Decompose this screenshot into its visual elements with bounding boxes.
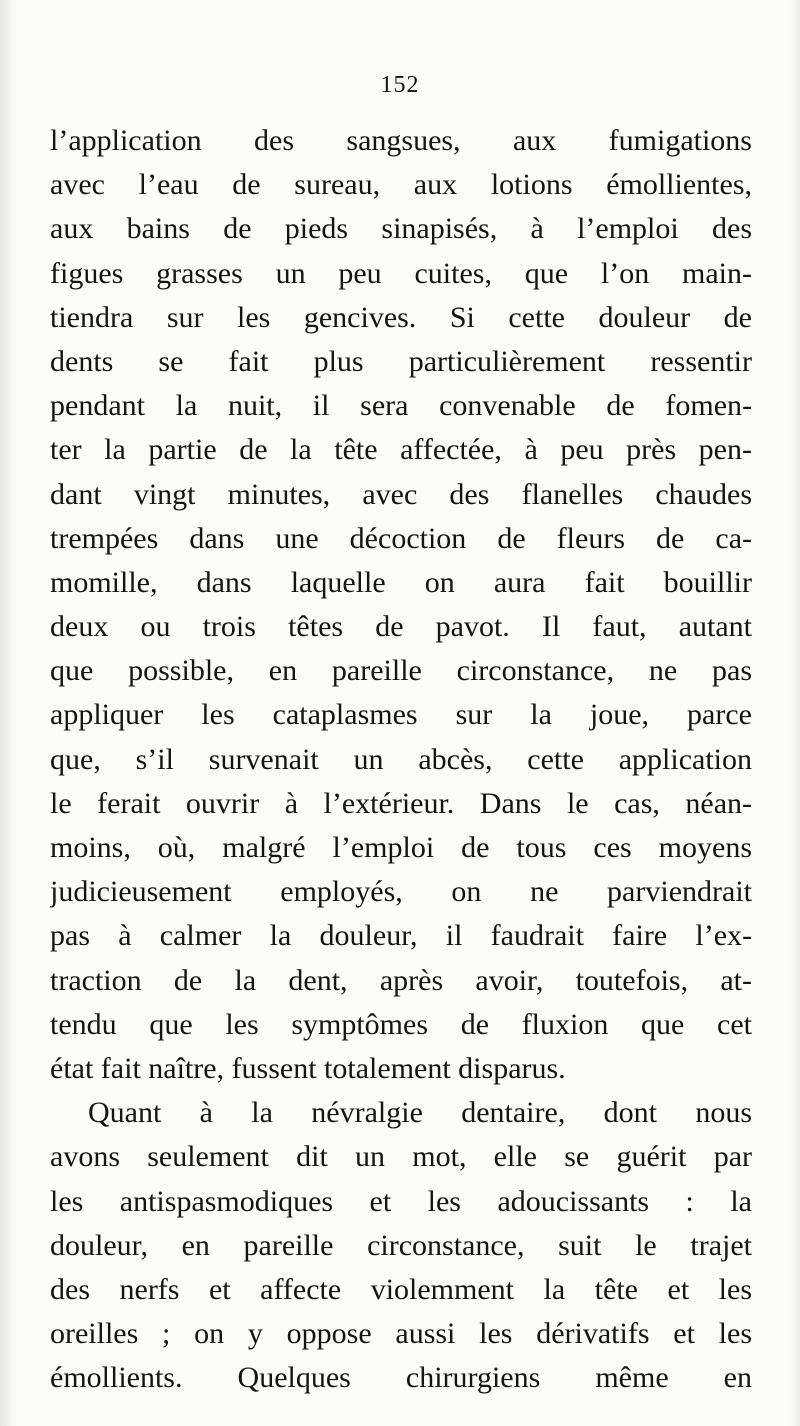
- text-line: deux ou trois têtes de pavot. Il faut, autant: [50, 610, 752, 644]
- text-line: judicieusement employés, on ne parviendrait: [50, 875, 752, 909]
- text-line: trempées dans une décoction de fleurs de ca-: [50, 521, 752, 555]
- text-line: dant vingt minutes, avec des flanelles chaudes: [50, 477, 752, 511]
- text-line: pendant la nuit, il sera convenable de fomen-: [50, 389, 752, 423]
- page-edge-left: [0, 0, 14, 1426]
- body-text: [50, 119, 752, 1400]
- text-line: émollients. Quelques chirurgiens même en: [50, 1361, 752, 1395]
- text-line: l’application des sangsues, aux fumigations: [50, 124, 752, 157]
- page-number: 152: [380, 72, 420, 98]
- paragraph-end-line: état fait naître, fussent totalement disparus.: [50, 1051, 566, 1085]
- text-line: ter la partie de la tête affectée, à peu près pen-: [50, 433, 752, 467]
- text-line: douleur, en pareille circonstance, suit le trajet: [50, 1228, 752, 1262]
- text-line: appliquer les cataplasmes sur la joue, parce: [50, 698, 752, 732]
- text-line: tiendra sur les gencives. Si cette douleur de: [50, 300, 752, 334]
- text-line: dents se fait plus particulièrement ressentir: [50, 344, 752, 378]
- text-line: traction de la dent, après avoir, toutefois, at-: [50, 963, 752, 997]
- text-line: que, s’il survenait un abcès, cette application: [50, 742, 752, 776]
- text-line: moins, où, malgré l’emploi de tous ces moyens: [50, 831, 752, 864]
- text-line: momille, dans laquelle on aura fait bouillir: [50, 565, 752, 599]
- text-line: des nerfs et affecte violemment la tête et les: [50, 1272, 752, 1306]
- page-edge-right: [790, 0, 800, 1426]
- text-line: que possible, en pareille circonstance, ne pas: [50, 654, 752, 688]
- text-line: tendu que les symptômes de fluxion que cet: [50, 1007, 752, 1041]
- text-line: avec l’eau de sureau, aux lotions émollientes,: [50, 168, 752, 202]
- text-line: aux bains de pieds sinapisés, à l’emploi des: [50, 212, 752, 246]
- text-line: figues grasses un peu cuites, que l’on main-: [50, 256, 752, 290]
- text-line: les antispasmodiques et les adoucissants : la: [50, 1184, 752, 1218]
- text-line: pas à calmer la douleur, il faudrait faire l’ex-: [50, 919, 752, 953]
- text-line: le ferait ouvrir à l’extérieur. Dans le cas, néan-: [50, 786, 752, 820]
- paragraph-start-line: Quant à la névralgie dentaire, dont nous: [88, 1096, 752, 1130]
- text-line: avons seulement dit un mot, elle se guérit par: [50, 1140, 752, 1174]
- text-line: oreilles ; on y oppose aussi les dérivatifs et les: [50, 1317, 752, 1351]
